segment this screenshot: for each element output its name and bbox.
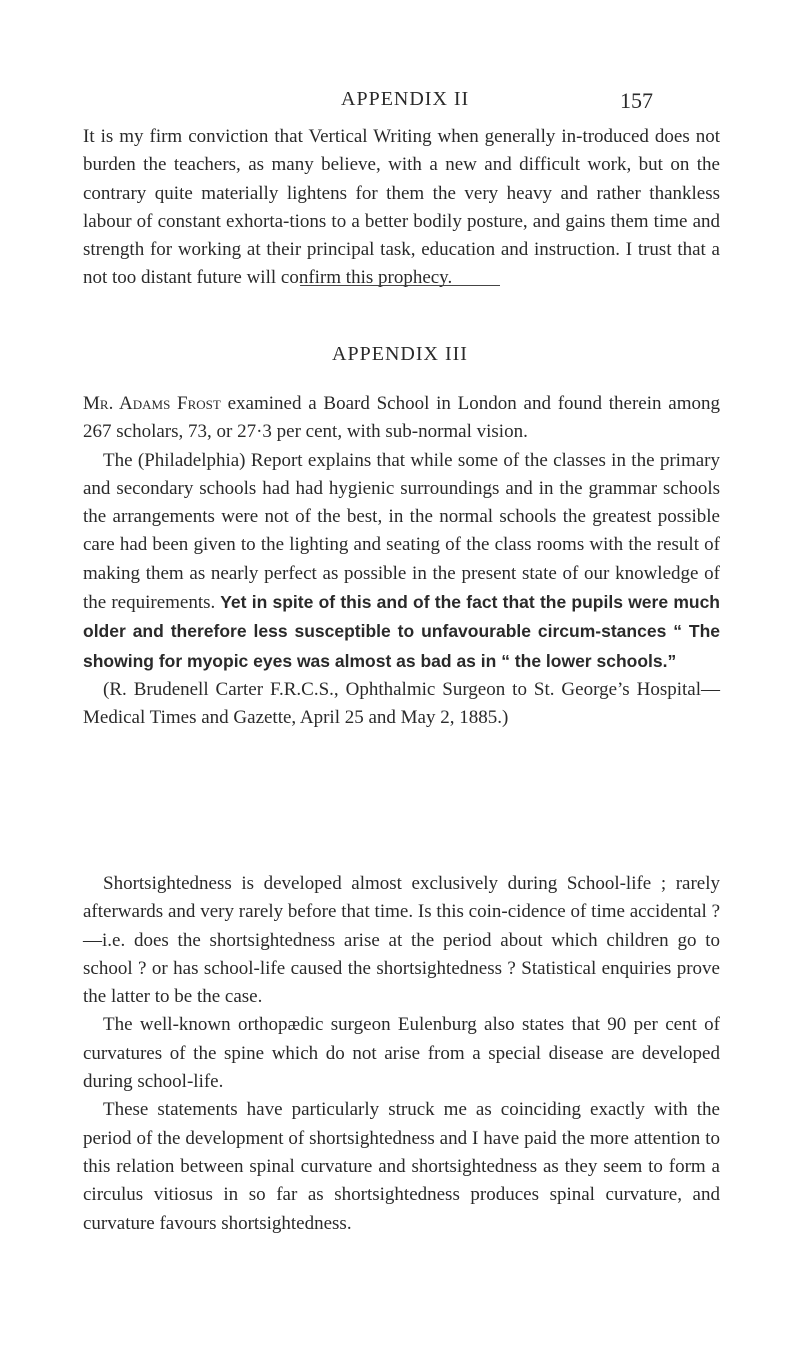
page-number: 157 [620, 88, 653, 113]
paragraph-shortsightedness: Shortsightedness is developed almost exclusively during School-life ; rarely afterwards and very rarely before that time. Is this coin-cidence of time accidental ?—i.e. does the shortsightedness arise at the period about which children go to school ? or has school-life caused the shortsightedness ? Statistical enquiries prove the latter to be the case. [83, 873, 720, 1008]
section-divider [300, 285, 500, 286]
philadelphia-report-text: The (Philadelphia) Report explains that while some of the classes in the primary and secondary schools had had hygienic surroundings and in the grammar schools the arrangements were not of the best, in the normal schools the greatest possible care had been given to the lighting and seating of the class rooms with the result of making them as nearly perfect as possible in the present state of our knowledge of the requirements. [83, 449, 720, 614]
running-title: APPENDIX II [341, 88, 470, 110]
philadelphia-report-emphasis: Yet in spite of this and of the fact that the pupils were much older and therefore less susceptible to unfavourable circum-stances “ The showing for myopic eyes was almost as bad as in “ the lower schools.” [83, 592, 720, 671]
paragraph-vertical-writing: It is my firm conviction that Vertical Writing when generally in-troduced does not burden the teachers, as many believe, with a new and difficult work, but on the contrary quite materially lightens for them the very heavy and rather thankless labour of constant exhorta-tions to a better bodily posture, and gains them time and strength for working at their principal task, education and instruction. I trust that a not too distant future will confirm this prophecy. [83, 126, 720, 289]
paragraph-adams-frost-text: examined a Board School in London and found therein among 267 scholars, 73, or 27·3 per cent, with sub-normal vision. [83, 393, 720, 443]
paragraph-adams-frost [83, 390, 720, 447]
paragraph-circulus-vitiosus: These statements have particularly struck me as coinciding exactly with the period of the development of shortsightedness and I have paid the more attention to this relation between spinal curvature and shortsightedness as they seem to form a circulus vitiosus in so far as shortsightedness produces spinal curvature, and curvature favours shortsightedness. [83, 1099, 720, 1234]
appendix-ii-closing-text [83, 123, 720, 293]
paragraph-philadelphia-report [83, 447, 720, 676]
author-name: Mr. Adams Frost [83, 393, 221, 414]
appendix-iii-text-continued [83, 870, 720, 1238]
section-heading-appendix-iii: APPENDIX III [332, 343, 468, 365]
paragraph-citation: (R. Brudenell Carter F.R.C.S., Ophthalmic Surgeon to St. George’s Hospital—Medical Times and Gazette, April 25 and May 2, 1885.) [83, 678, 720, 729]
appendix-iii-text [83, 390, 720, 733]
running-head [0, 88, 800, 118]
paragraph-eulenburg: The well-known orthopædic surgeon Eulenburg also states that 90 per cent of curvatures of the spine which do not arise from a special disease are developed during school-life. [83, 1014, 720, 1093]
